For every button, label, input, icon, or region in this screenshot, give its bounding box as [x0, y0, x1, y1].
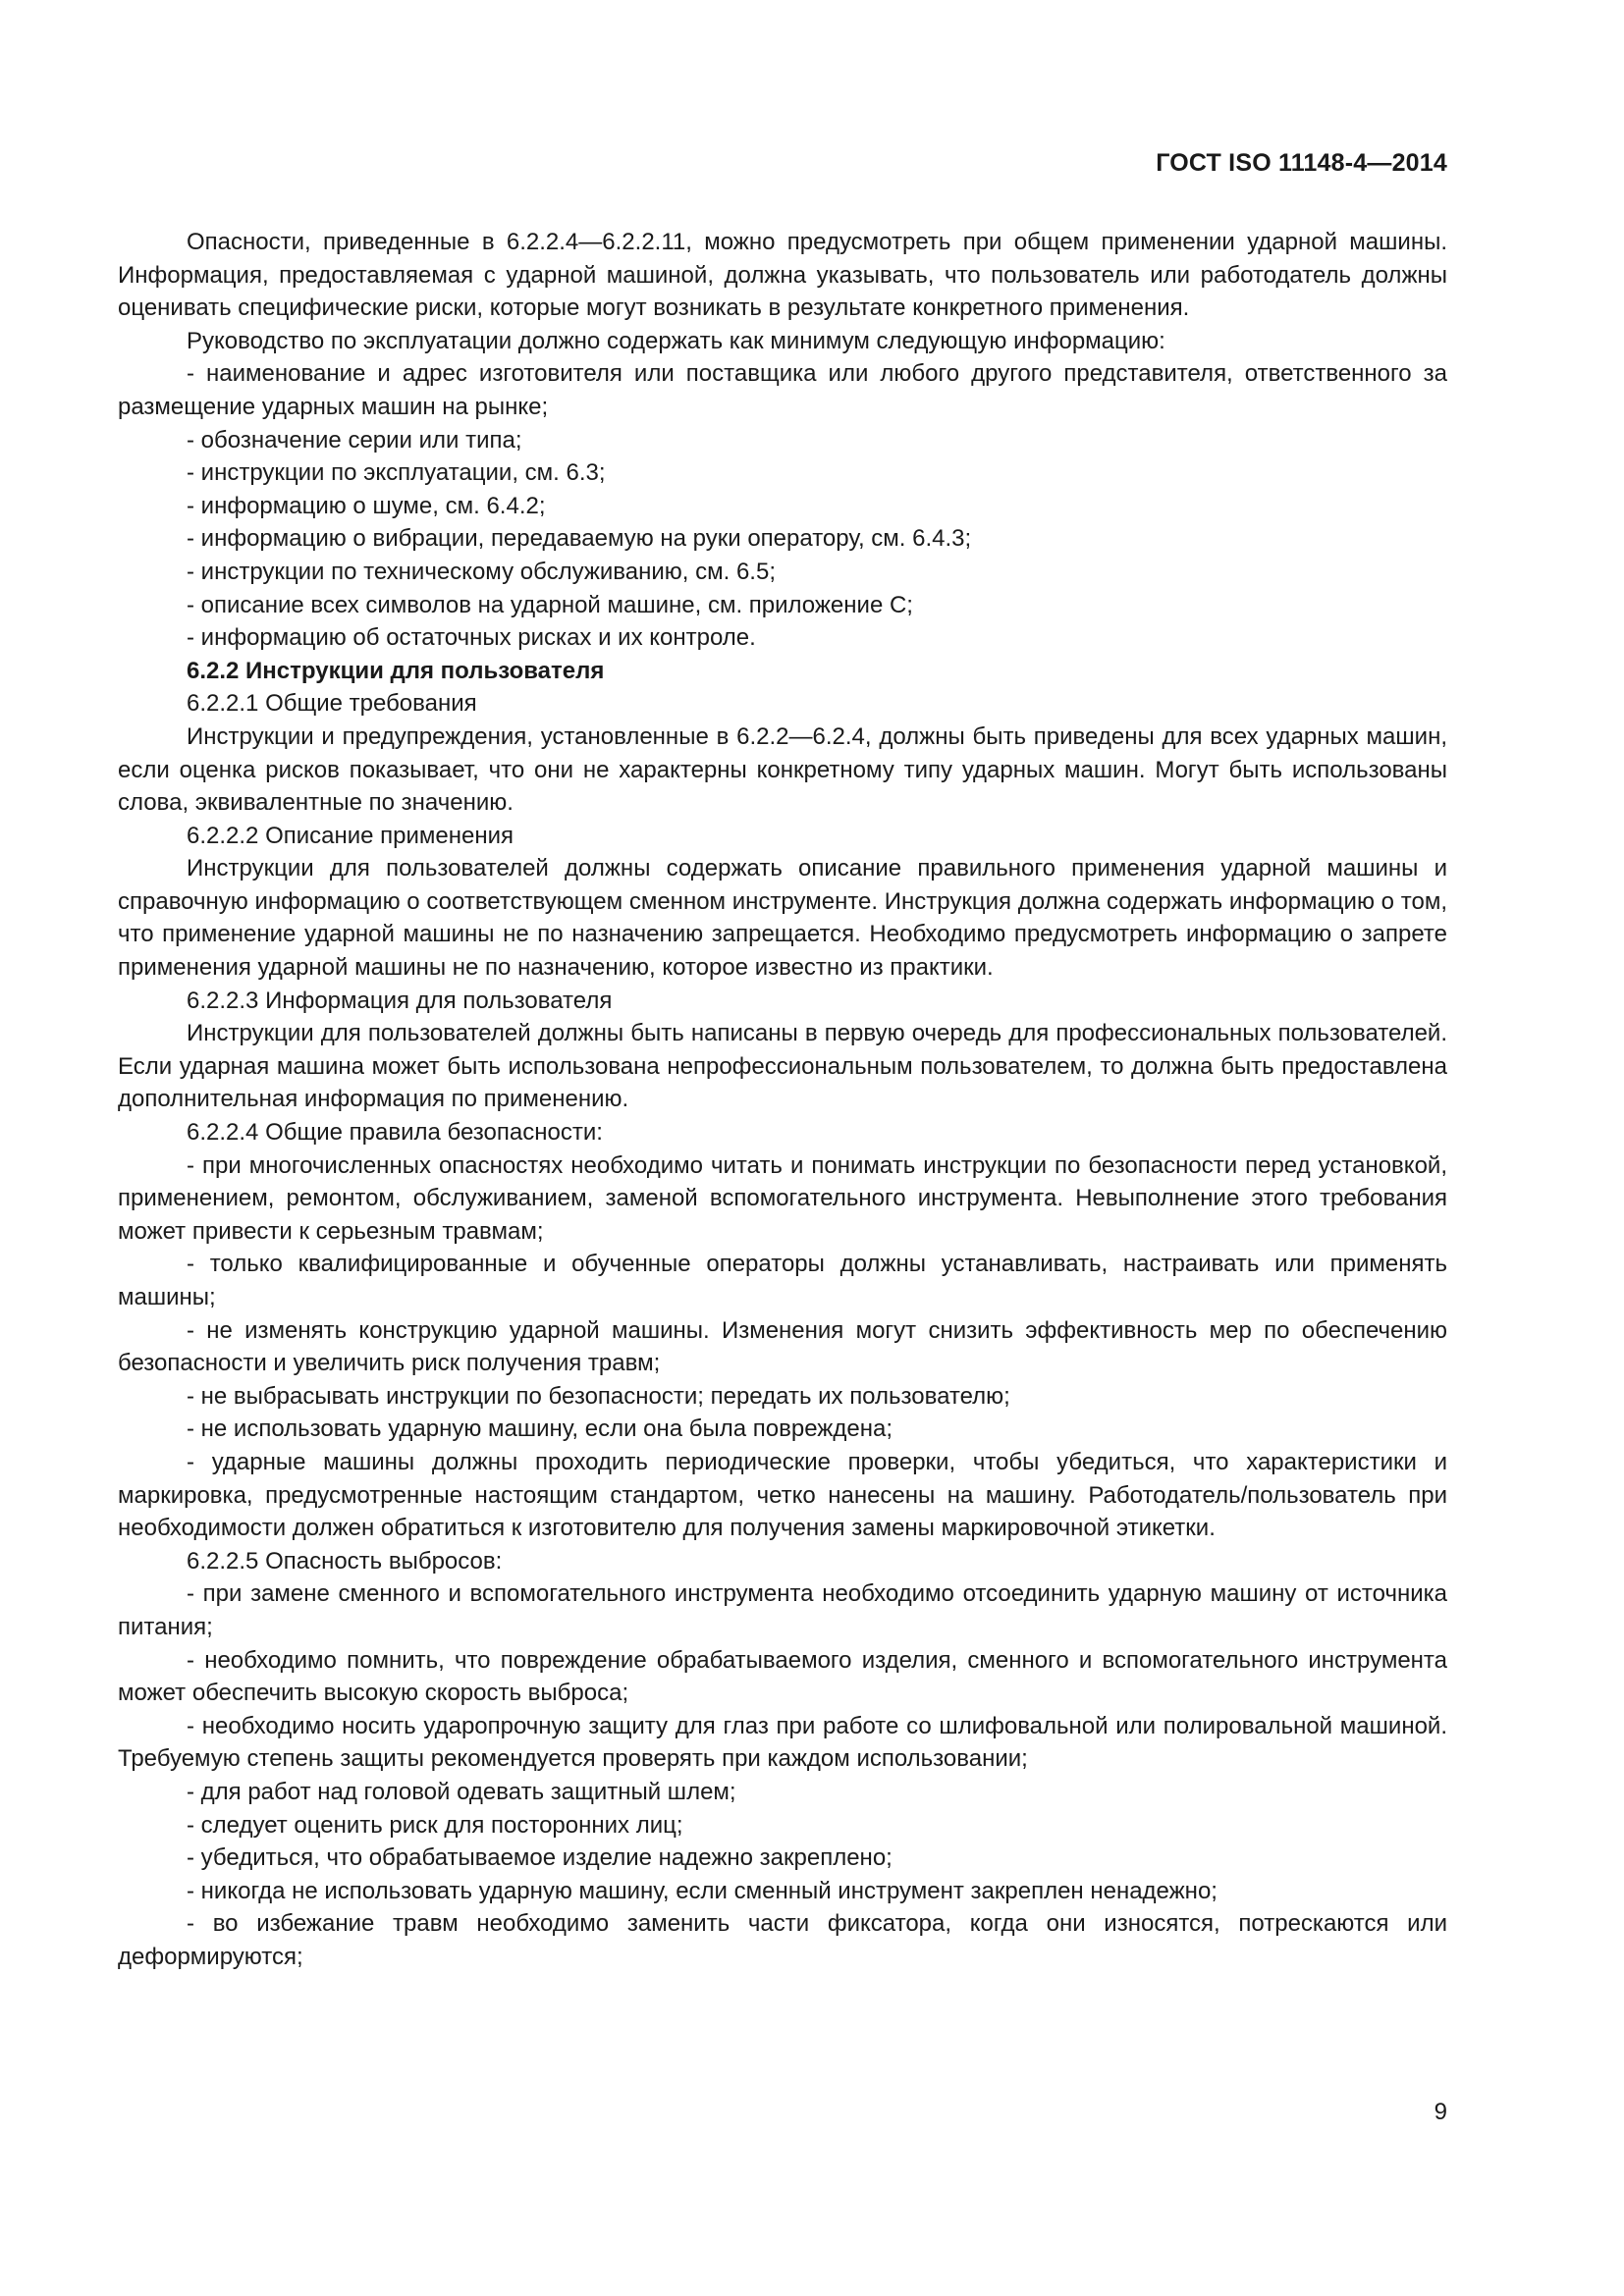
document-code-header: ГОСТ ISO 11148-4—2014	[1156, 149, 1447, 177]
subsection-heading: 6.2.2.5 Опасность выбросов:	[187, 1547, 503, 1575]
paragraph: Опасности, приведенные в 6.2.2.4—6.2.2.11, можно предусмотреть при общем применении ударной машины. Информация, предоставляемая с ударной машиной, должна указывать, что пользователь или работодатель должны оценивать специфические риски, которые могут возникать в результате конкретного применения.	[118, 229, 1447, 322]
list-item: - описание всех символов на ударной машине, см. приложение С;	[187, 591, 913, 618]
list-item: - инструкции по эксплуатации, см. 6.3;	[187, 459, 606, 487]
list-item: - информацию о вибрации, передаваемую на руки оператору, см. 6.4.3;	[187, 525, 972, 553]
list-item: - следует оценить риск для посторонних лиц;	[187, 1811, 683, 1839]
list-item: - необходимо носить ударопрочную защиту для глаз при работе со шлифовальной или полировальной машиной. Требуемую степень защиты рекомендуется проверять при каждом использовании;	[118, 1712, 1447, 1773]
list-item: - информацию о шуме, см. 6.4.2;	[187, 492, 546, 519]
paragraph: Инструкции для пользователей должны быть написаны в первую очередь для профессиональных пользователей. Если ударная машина может быть использована непрофессиональным пользователем, то должна быть предоставлена дополнительная информация по применению.	[118, 1020, 1447, 1113]
list-item: - не выбрасывать инструкции по безопасности; передать их пользователю;	[187, 1382, 1010, 1410]
list-item: - для работ над головой одевать защитный шлем;	[187, 1778, 736, 1805]
list-item: - необходимо помнить, что повреждение обрабатываемого изделия, сменного и вспомогательного инструмента может обеспечить высокую скорость выброса;	[118, 1646, 1447, 1707]
list-item: - не использовать ударную машину, если она была повреждена;	[187, 1415, 893, 1443]
list-item: - ударные машины должны проходить периодические проверки, чтобы убедиться, что характеристики и маркировка, предусмотренные настоящим стандартом, четко нанесены на машину. Работодатель/пользователь при необходимости должен обратиться к изготовителю для получения замены маркировочной этикетки.	[118, 1448, 1447, 1542]
paragraph: Руководство по эксплуатации должно содержать как минимум следующую информацию:	[187, 327, 1165, 354]
list-item: - информацию об остаточных рисках и их контроле.	[187, 624, 756, 652]
list-item: - обозначение серии или типа;	[187, 426, 522, 454]
body-text	[118, 226, 1447, 1973]
list-item: - во избежание травм необходимо заменить части фиксатора, когда они износятся, потрескаются или деформируются;	[118, 1910, 1447, 1970]
list-item: - при замене сменного и вспомогательного инструмента необходимо отсоединить ударную машину от источника питания;	[118, 1580, 1447, 1640]
list-item: - не изменять конструкцию ударной машины. Изменения могут снизить эффективность мер по обеспечению безопасности и увеличить риск получения травм;	[118, 1316, 1447, 1377]
paragraph: Инструкции и предупреждения, установленные в 6.2.2—6.2.4, должны быть приведены для всех ударных машин, если оценка рисков показывает, что они не характерны конкретному типу ударных машин. Могут быть использованы слова, эквивалентные по значению.	[118, 722, 1447, 817]
list-item: - при многочисленных опасностях необходимо читать и понимать инструкции по безопасности перед установкой, применением, ремонтом, обслуживанием, заменой вспомогательного инструмента. Невыполнение этого требования может привести к серьезным травмам;	[118, 1151, 1447, 1245]
section-heading: 6.2.2 Инструкции для пользователя	[187, 657, 605, 684]
subsection-heading: 6.2.2.2 Описание применения	[187, 822, 514, 849]
subsection-heading: 6.2.2.1 Общие требования	[187, 690, 477, 718]
list-item: - убедиться, что обрабатываемое изделие надежно закреплено;	[187, 1844, 893, 1872]
list-item: - наименование и адрес изготовителя или поставщика или любого другого представителя, ответственного за размещение ударных машин на рынке;	[118, 360, 1447, 420]
subsection-heading: 6.2.2.3 Информация для пользователя	[187, 987, 613, 1014]
subsection-heading: 6.2.2.4 Общие правила безопасности:	[187, 1119, 603, 1147]
list-item: - только квалифицированные и обученные операторы должны устанавливать, настраивать или применять машины;	[118, 1251, 1447, 1310]
list-item: - никогда не использовать ударную машину, если сменный инструмент закреплен ненадежно;	[187, 1877, 1218, 1904]
paragraph: Инструкции для пользователей должны содержать описание правильного применения ударной машины и справочную информацию о соответствующем сменном инструменте. Инструкция должна содержать информацию о том, что применение ударной машины не по назначению запрещается. Необходимо предусмотреть информацию о запрете применения ударной машины не по назначению, которое известно из практики.	[118, 855, 1447, 982]
page-number: 9	[1434, 2099, 1447, 2125]
list-item: - инструкции по техническому обслуживанию, см. 6.5;	[187, 558, 776, 585]
